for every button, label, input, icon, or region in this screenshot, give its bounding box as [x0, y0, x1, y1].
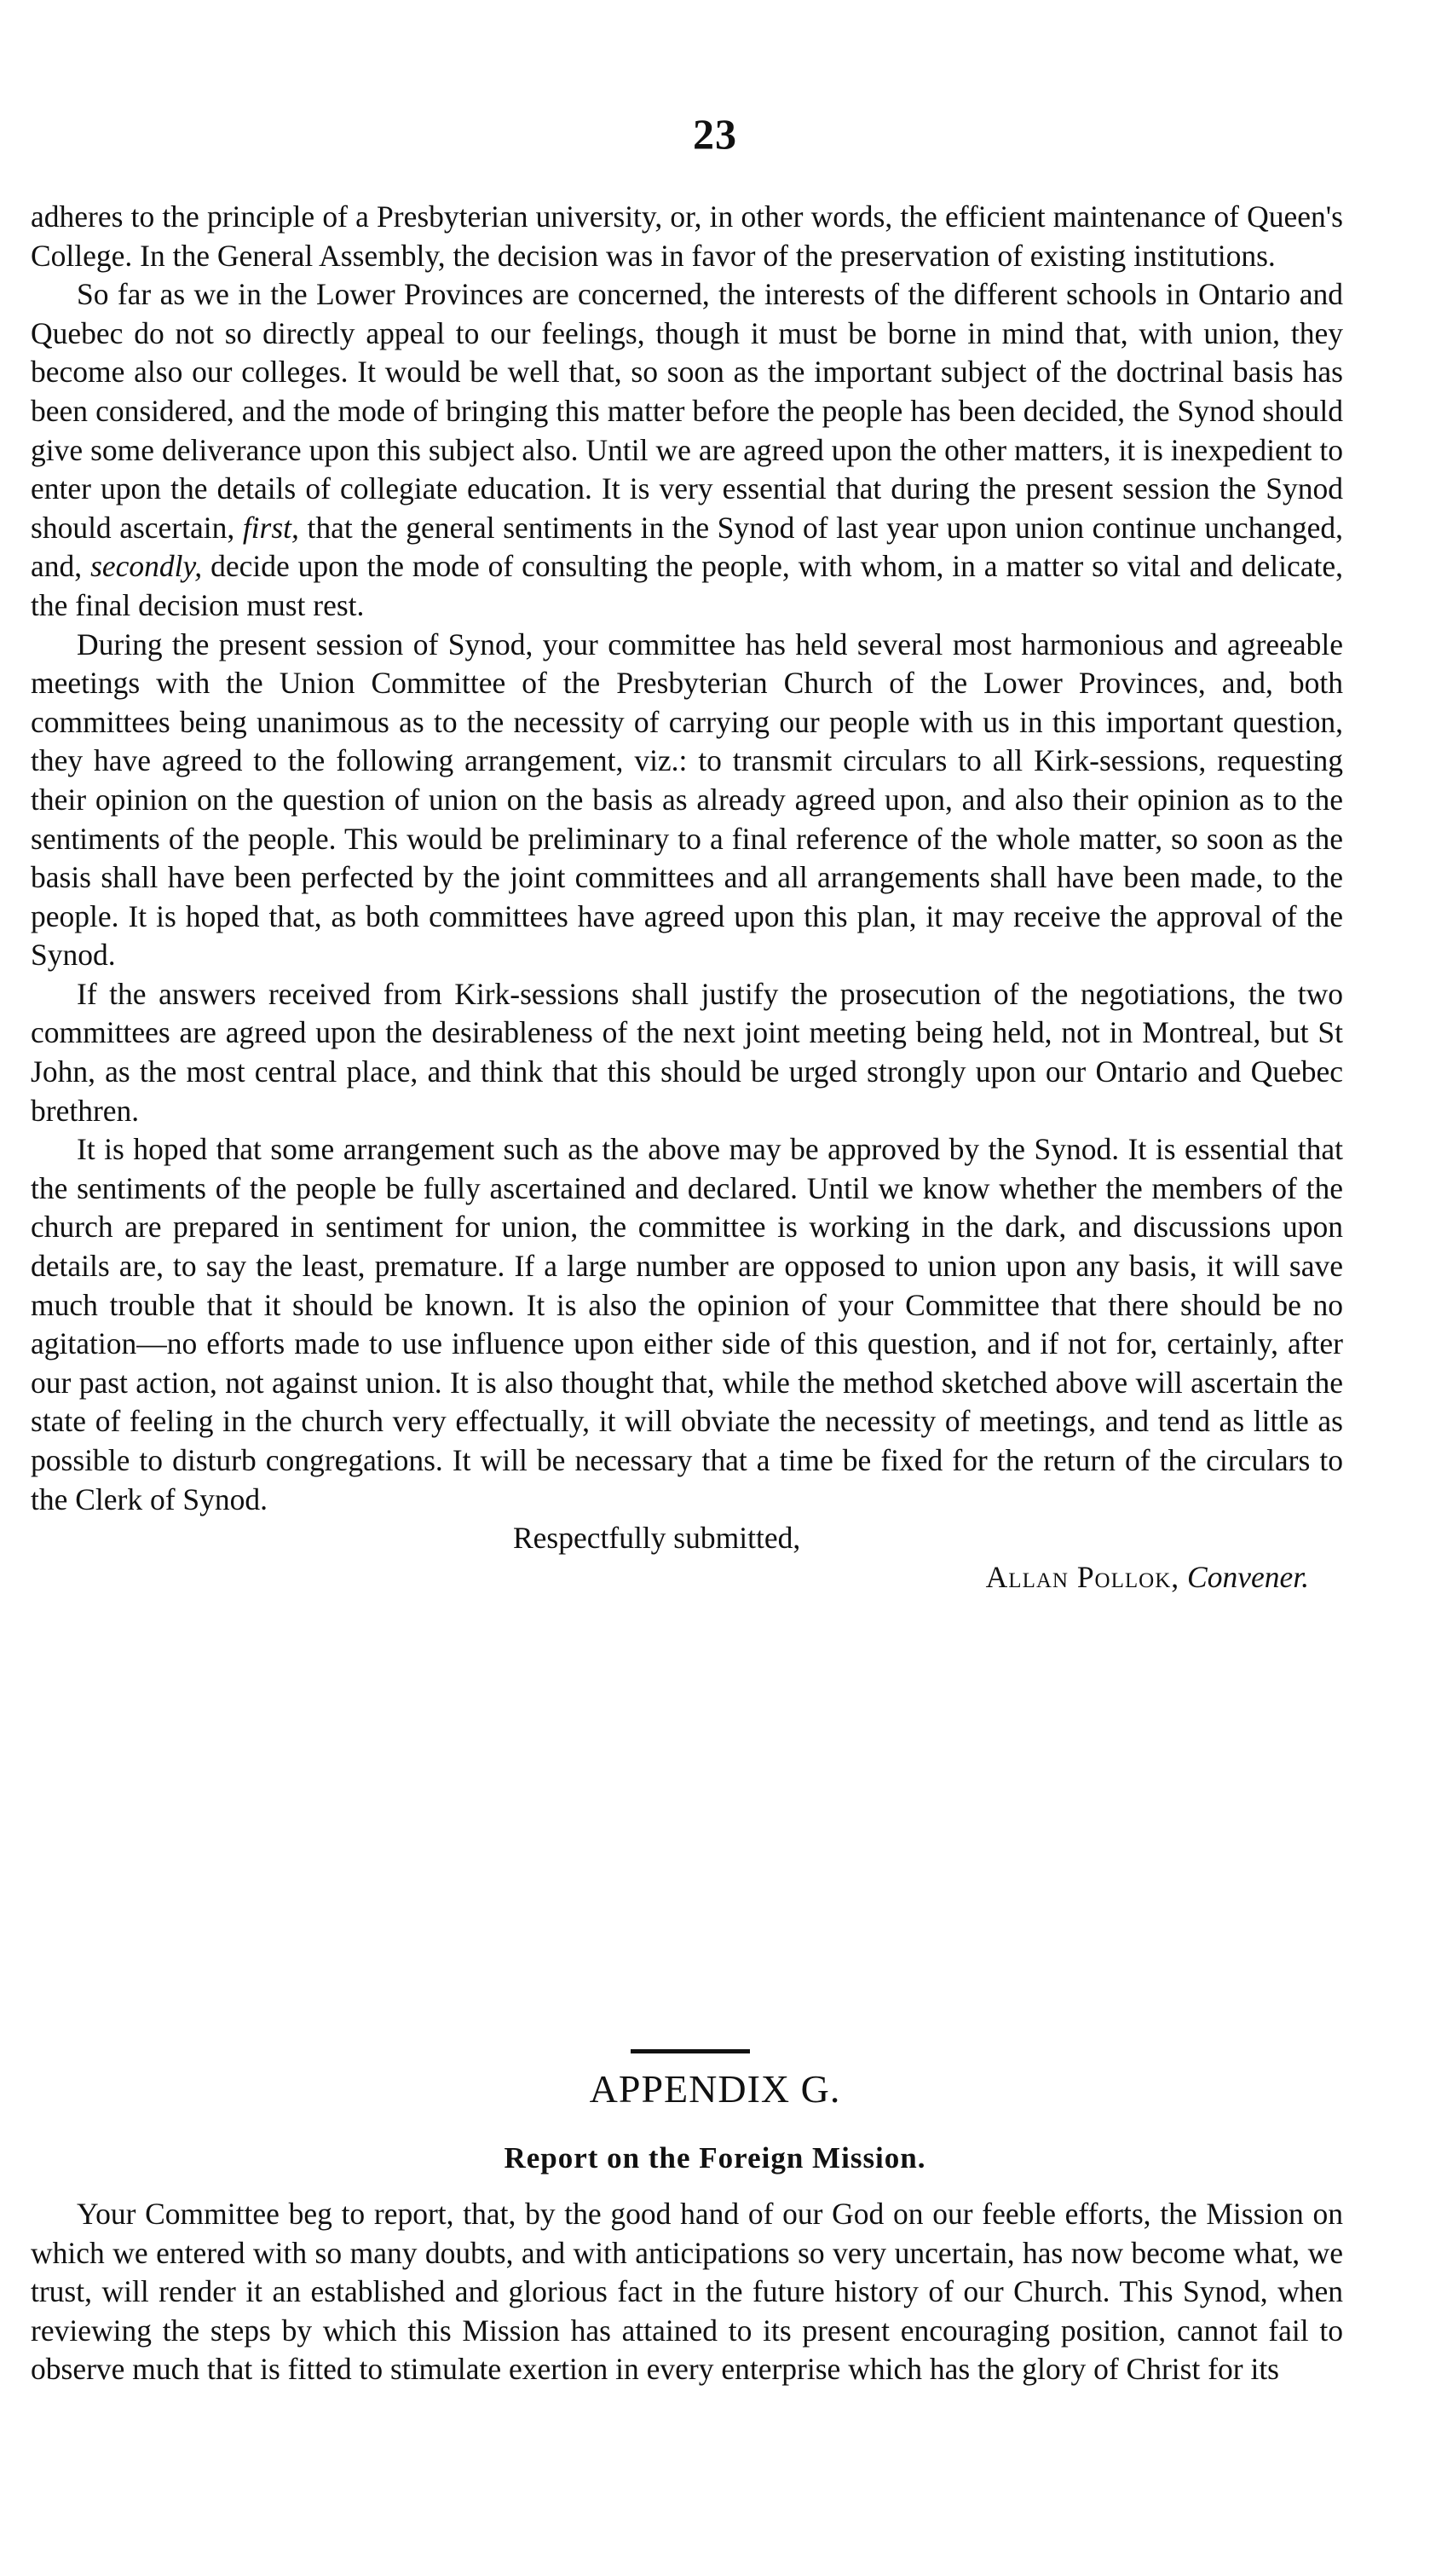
- report-subheading: Report on the Foreign Mission.: [504, 2141, 926, 2175]
- paragraph-5: It is hoped that some arrangement such as the above may be approved by the Synod. It is essential that the sentiments of the people be fully ascertained and declared. Until we know whether the members of the church are prepared in sentiment for union, the committee is working in the dark, and discussions upon details are, to say the least, premature. If a large number are opposed to union upon any basis, it will save much trouble that it should be known. It is also the opinion of your Committee that there should be no agitation—no efforts made to use influence upon either side of this question, and if not for, certainly, after our past action, not against union. It is also thought that, while the method sketched above will ascertain the state of feeling in the church very effectually, it will obviate the necessity of meetings, and tend as little as possible to disturb congregations. It will be necessary that a time be fixed for the return of the circulars to the Clerk of Synod.: [31, 1132, 1343, 1516]
- appendix-body: [31, 2195, 1343, 2389]
- signatory-title: Convener.: [1187, 1559, 1309, 1594]
- section-divider: [631, 2049, 750, 2053]
- paragraph-2-part-a: So far as we in the Lower Provinces are concerned, the interests of the different schools in Ontario and Quebec do not so directly appeal to our feelings, though it must be borne in mind that, with union, they become also our colleges. It would be well that, so soon as the important subject of the doctrinal basis has been considered, and the mode of bringing this matter before the people has been decided, the Synod should give some deliverance upon this subject also. Until we are agreed upon the other matters, it is inexpedient to enter upon the details of collegiate education. It is very essential that during the present session the Synod should ascertain,: [31, 277, 1343, 545]
- paragraph-4: If the answers received from Kirk-sessions shall justify the prosecution of the negotiations, the two committees are agreed upon the desirableness of the next joint meeting being held, not in Montreal, but St John, as the most central place, and think that this should be urged strongly upon our Ontario and Quebec brethren.: [31, 976, 1343, 1128]
- emphasis-secondly: secondly,: [90, 549, 203, 584]
- appendix-paragraph-1: Your Committee beg to report, that, by the good hand of our God on our feeble efforts, the Mission on which we entered with so many doubts, and with anticipations so very uncertain, has now become what, we trust, will render it an established and glorious fact in the future history of our Church. This Synod, when reviewing the steps by which this Mission has attained to its present encouraging position, cannot fail to observe much that is fitted to stimulate exertion in every enterprise which has the glory of Christ for its: [31, 2197, 1343, 2387]
- paragraph-2-part-c: decide upon the mode of consulting the people, with whom, in a matter so vital and delicate, the final decision must rest.: [31, 549, 1343, 622]
- paragraph-2: [31, 275, 1343, 625]
- paragraph-2-part-b: that the general sentiments in the Synod of last year upon union continue unchanged, and,: [31, 510, 1344, 584]
- emphasis-first: first,: [242, 510, 299, 545]
- page-number: 23: [693, 110, 737, 158]
- signatory-name: Allan Pollok,: [985, 1559, 1180, 1594]
- paragraph-1: adheres to the principle of a Presbyterian university, or, in other words, the efficient maintenance of Queen's College. In the General Assembly, the decision was in favor of the preservation of existing institutions.: [31, 199, 1343, 273]
- paragraph-3: During the present session of Synod, your committee has held several most harmonious and agreeable meetings with the Union Committee of the Presbyterian Church of the Lower Provinces, and, both committees being unanimous as to the necessity of carrying our people with us in this important question, they have agreed to the following arrangement, viz.: to transmit circulars to all Kirk-sessions, requesting their opinion on the question of union on the basis as already agreed upon, and also their opinion as to the sentiments of the people. This would be preliminary to a final reference of the whole matter, so soon as the basis shall have been perfected by the joint committees and all arrangements shall have been made, to the people. It is hoped that, as both committees have agreed upon this plan, it may receive the approval of the Synod.: [31, 627, 1343, 973]
- report-body: [31, 198, 1343, 1597]
- closing-line: Respectfully submitted,: [513, 1521, 801, 1556]
- appendix-heading: APPENDIX G.: [589, 2067, 841, 2111]
- signature-line: [31, 1558, 1343, 1597]
